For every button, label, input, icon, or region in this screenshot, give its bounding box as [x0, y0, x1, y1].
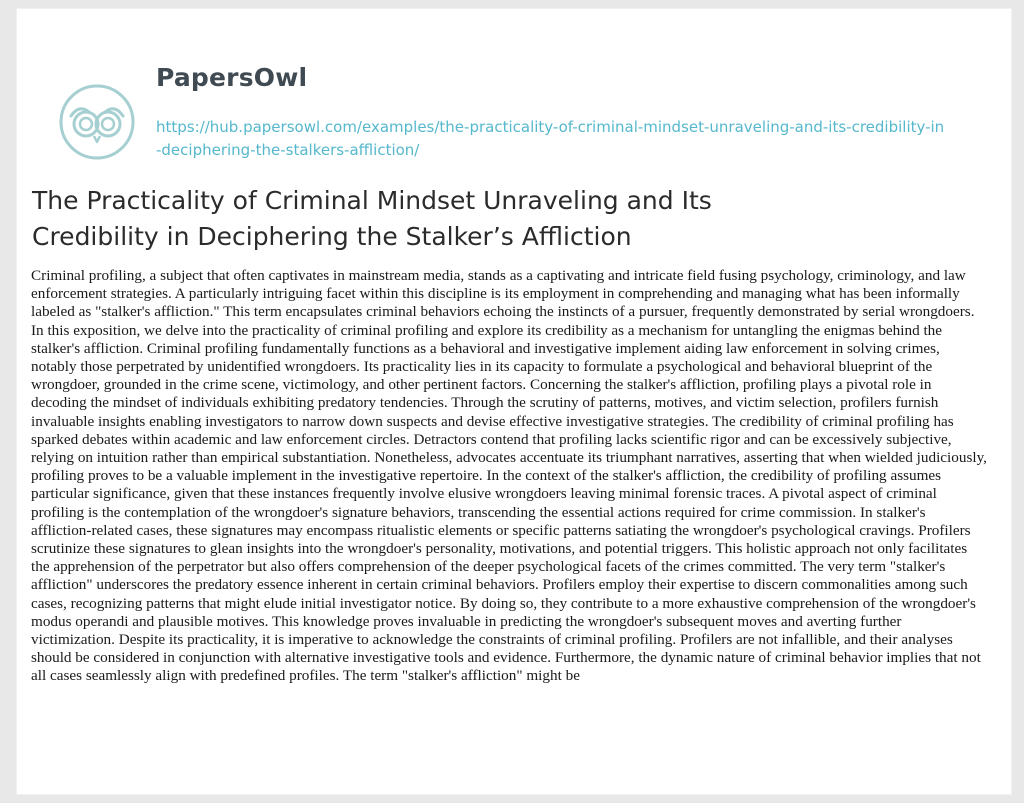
article-title: The Practicality of Criminal Mindset Unraveling and Its Credibility in Deciphering the Stalker’s Affliction [32, 186, 712, 251]
document-page [16, 8, 1012, 795]
brand-name: PapersOwl [156, 63, 308, 92]
article-body: Criminal profiling, a subject that often captivates in mainstream media, stands as a captivating and intricate field fusing psychology, criminology, and law enforcement strategies. A particularly intriguing facet within this discipline is its employment in comprehending and managing what has been informally labeled as "stalker's affliction." This term encapsulates criminal behaviors echoing the instincts of a pursuer, frequently demonstrated by serial wrongdoers. In this exposition, we delve into the practicality of criminal profiling and explore its credibility as a mechanism for untangling the enigmas behind the stalker's affliction. Criminal profiling fundamentally functions as a behavioral and investigative implement aiding law enforcement in solving crimes, notably those perpetrated by unidentified wrongdoers. Its practicality lies in its capacity to formulate a psychological and behavioral blueprint of the wrongdoer, grounded in the crime scene, victimology, and other pertinent factors. Concerning the stalker's affliction, profiling plays a pivotal role in decoding the mindset of individuals exhibiting predatory tendencies. Through the scrutiny of patterns, motives, and victim selection, profilers furnish invaluable insights enabling investigators to narrow down suspects and devise effective investigative strategies. The credibility of criminal profiling has sparked debates within academic and law enforcement circles. Detractors contend that profiling lacks scientific rigor and can be excessively subjective, relying on intuition rather than empirical substantiation. Nonetheless, advocates accentuate its triumphant narratives, asserting that when wielded judiciously, profiling proves to be a valuable implement in the investigative repertoire. In the context of the stalker's affliction, the credibility of profiling assumes particular significance, given that these instances frequently involve elusive wrongdoers leaving minimal forensic traces. A pivotal aspect of criminal profiling is the contemplation of the wrongdoer's signature behaviors, transcending the essential actions required for crime commission. In stalker's affliction-related cases, these signatures may encompass ritualistic elements or specific patterns satiating the wrongdoer's psychological cravings. Profilers scrutinize these signatures to glean insights into the wrongdoer's personality, motivations, and potential triggers. This holistic approach not only facilitates the apprehension of the perpetrator but also offers comprehension of the deeper psychological facets of the crimes committed. The very term "stalker's affliction" underscores the predatory essence inherent in certain criminal behaviors. Profilers employ their expertise to discern commonalities among such cases, recognizing patterns that might elude initial investigator notice. By doing so, they contribute to a more exhaustive comprehension of the wrongdoer's modus operandi and plausible motives. This knowledge proves invaluable in predicting the wrongdoer's subsequent moves and averting further victimization. Despite its practicality, it is imperative to acknowledge the constraints of criminal profiling. Profilers are not infallible, and their analyses should be considered in conjunction with alternative investigative tools and evidence. Furthermore, the dynamic nature of criminal behavior implies that not all cases seamlessly align with predefined profiles. The term "stalker's affliction" might be [31, 267, 987, 685]
article-url-link[interactable]: https://hub.papersowl.com/examples/the-practicality-of-criminal-mindset-unraveling-and-its-credibility-in-deciphering-the-stalkers-affliction/ [156, 118, 945, 159]
owl-eyes-logo-icon [49, 74, 145, 170]
